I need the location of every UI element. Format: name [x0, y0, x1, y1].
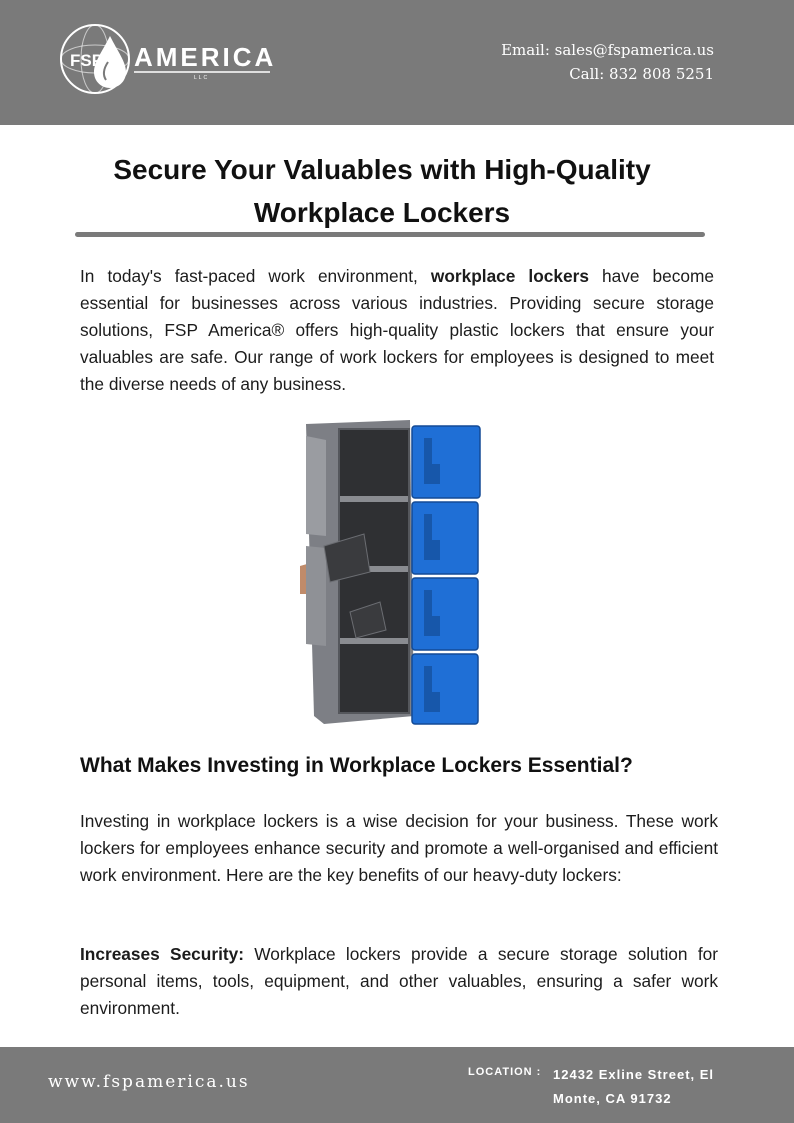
benefit-label: Increases Security: [80, 944, 244, 964]
header-bar [0, 0, 794, 125]
footer-website[interactable]: www.fspamerica.us [48, 1072, 250, 1092]
intro-paragraph: In today's fast-paced work environment, workplace lockers have become essential for businesses across various industries. Providing secure storage solutions, FSP America® offers high-quality plastic lockers that ensure your valuables are safe. Our range of work lockers for employees is designed to meet the diverse needs of any business. [80, 266, 714, 394]
svg-text:LLC: LLC [194, 75, 210, 81]
benefit-paragraph: Increases Security: Workplace lockers provide a secure storage solution for personal items, tools, equipment, and other valuables, ensuring a safer work environment. [80, 944, 718, 1018]
contact-info [501, 38, 714, 86]
fsp-america-logo [58, 22, 278, 96]
footer-location-label: LOCATION : [468, 1066, 542, 1078]
svg-text:FSP: FSP [70, 51, 104, 70]
svg-text:AMERICA: AMERICA [134, 42, 277, 72]
benefits-intro-paragraph: Investing in workplace lockers is a wise decision for your business. These work lockers for employees enhance security and promote a well-organised and efficient work environment. Here are the key benefits of our heavy-duty lockers: [80, 811, 718, 885]
locker-product-image [300, 416, 484, 728]
page-title: Secure Your Valuables with High-Quality Workplace Lockers [113, 154, 651, 228]
title-divider [75, 232, 705, 237]
section-heading: What Makes Investing in Workplace Lockers Essential? [80, 754, 633, 777]
contact-phone[interactable]: Call: 832 808 5251 [569, 65, 714, 83]
intro-keyword: workplace lockers [430, 266, 589, 286]
contact-email[interactable]: Email: sales@fspamerica.us [501, 41, 714, 59]
footer-location-address: 12432 Exline Street, El Monte, CA 91732 [553, 1067, 715, 1106]
